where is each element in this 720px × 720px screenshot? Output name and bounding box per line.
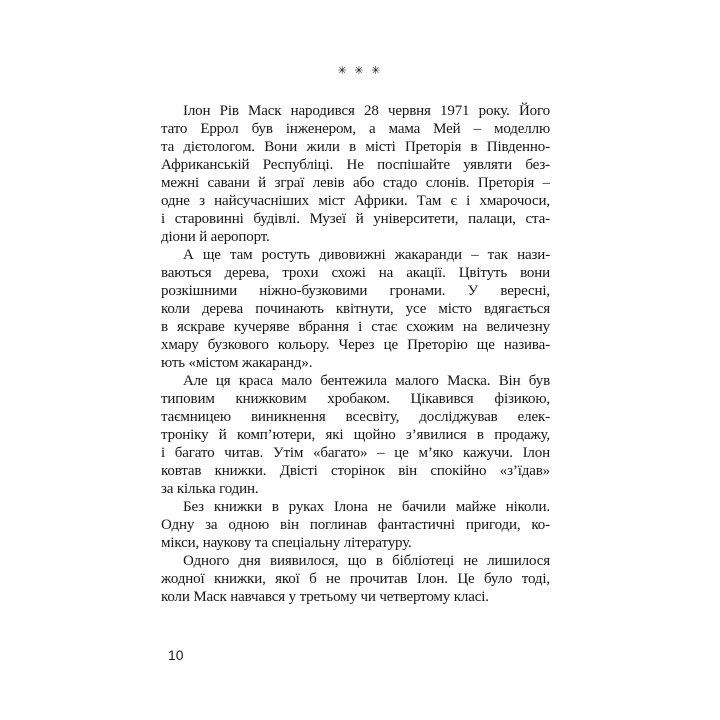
text-line: ваються дерева, трохи схожі на акації. Цвітуть вони xyxy=(161,265,550,281)
text-line: типовим книжковим хробаком. Цікавився фізикою, xyxy=(161,391,550,407)
text-line: одне з найсучасніших міст Африки. Там є і хмарочоси, xyxy=(161,193,550,209)
text-line: Одну за одною він поглинав фантастичні пригоди, ко- xyxy=(161,517,550,533)
text-block xyxy=(161,102,550,606)
text-line: коли дерева починають квітнути, усе місто вдягається xyxy=(161,301,550,317)
text-line: ковтав книжки. Двісті сторінок він спокійно «з’їдав» xyxy=(161,463,550,479)
paragraph xyxy=(161,498,550,552)
text-line: та дієтологом. Вони жили в місті Преторія в Південно- xyxy=(161,139,550,155)
text-line: А ще там ростуть дивовижні жакаранди – так нази- xyxy=(183,247,550,263)
text-line: за кілька годин. xyxy=(161,481,259,497)
text-line: таємницею виникнення всесвіту, досліджував елек- xyxy=(161,409,550,425)
text-line: коли Маск навчався у третьому чи четвертому класі. xyxy=(161,589,489,605)
text-line: Одного дня виявилося, що в бібліотеці не лишилося xyxy=(183,553,550,569)
text-line: жодної книжки, якої б не прочитав Ілон. Це було тоді, xyxy=(161,571,550,587)
text-line: і старовинні будівлі. Музеї й університети, палаци, ста- xyxy=(161,211,550,227)
section-separator: ✳ ✳ ✳ xyxy=(337,64,383,77)
text-line: межні савани й зграї левів або стадо слонів. Преторія – xyxy=(161,175,550,191)
text-line: троніку й комп’ютери, які щойно з’явилися в продажу, xyxy=(161,427,550,443)
paragraph xyxy=(161,246,550,372)
text-line: в яскраве кучеряве вбрання і стає схожим на величезну xyxy=(161,319,550,335)
text-line: Ілон Рів Маск народився 28 червня 1971 року. Його xyxy=(183,103,550,119)
paragraph xyxy=(161,102,550,246)
paragraph xyxy=(161,372,550,498)
text-line: діони й аеропорт. xyxy=(161,229,270,245)
text-line: хмару бузкового кольору. Через це Преторію ще назива- xyxy=(161,337,550,353)
text-line: мікси, наукову та спеціальну літературу. xyxy=(161,535,412,551)
text-line: тато Еррол був інженером, а мама Мей – моделлю xyxy=(161,121,550,137)
page-number-label: 10 xyxy=(168,647,184,663)
paragraph xyxy=(161,552,550,606)
text-line: Без книжки в руках Ілона не бачили майже ніколи. xyxy=(183,499,550,515)
text-line: розкішними ніжно-бузковими гронами. У вересні, xyxy=(161,283,550,299)
text-line: Але ця краса мало бентежила малого Маска. Він був xyxy=(183,373,550,389)
text-line: ють «містом жакаранд». xyxy=(161,355,313,371)
text-line: і багато читав. Утім «багато» – це м’яко кажучи. Ілон xyxy=(161,445,550,461)
text-line: Африканській Республіці. Не поспішайте уявляти без- xyxy=(161,157,550,173)
